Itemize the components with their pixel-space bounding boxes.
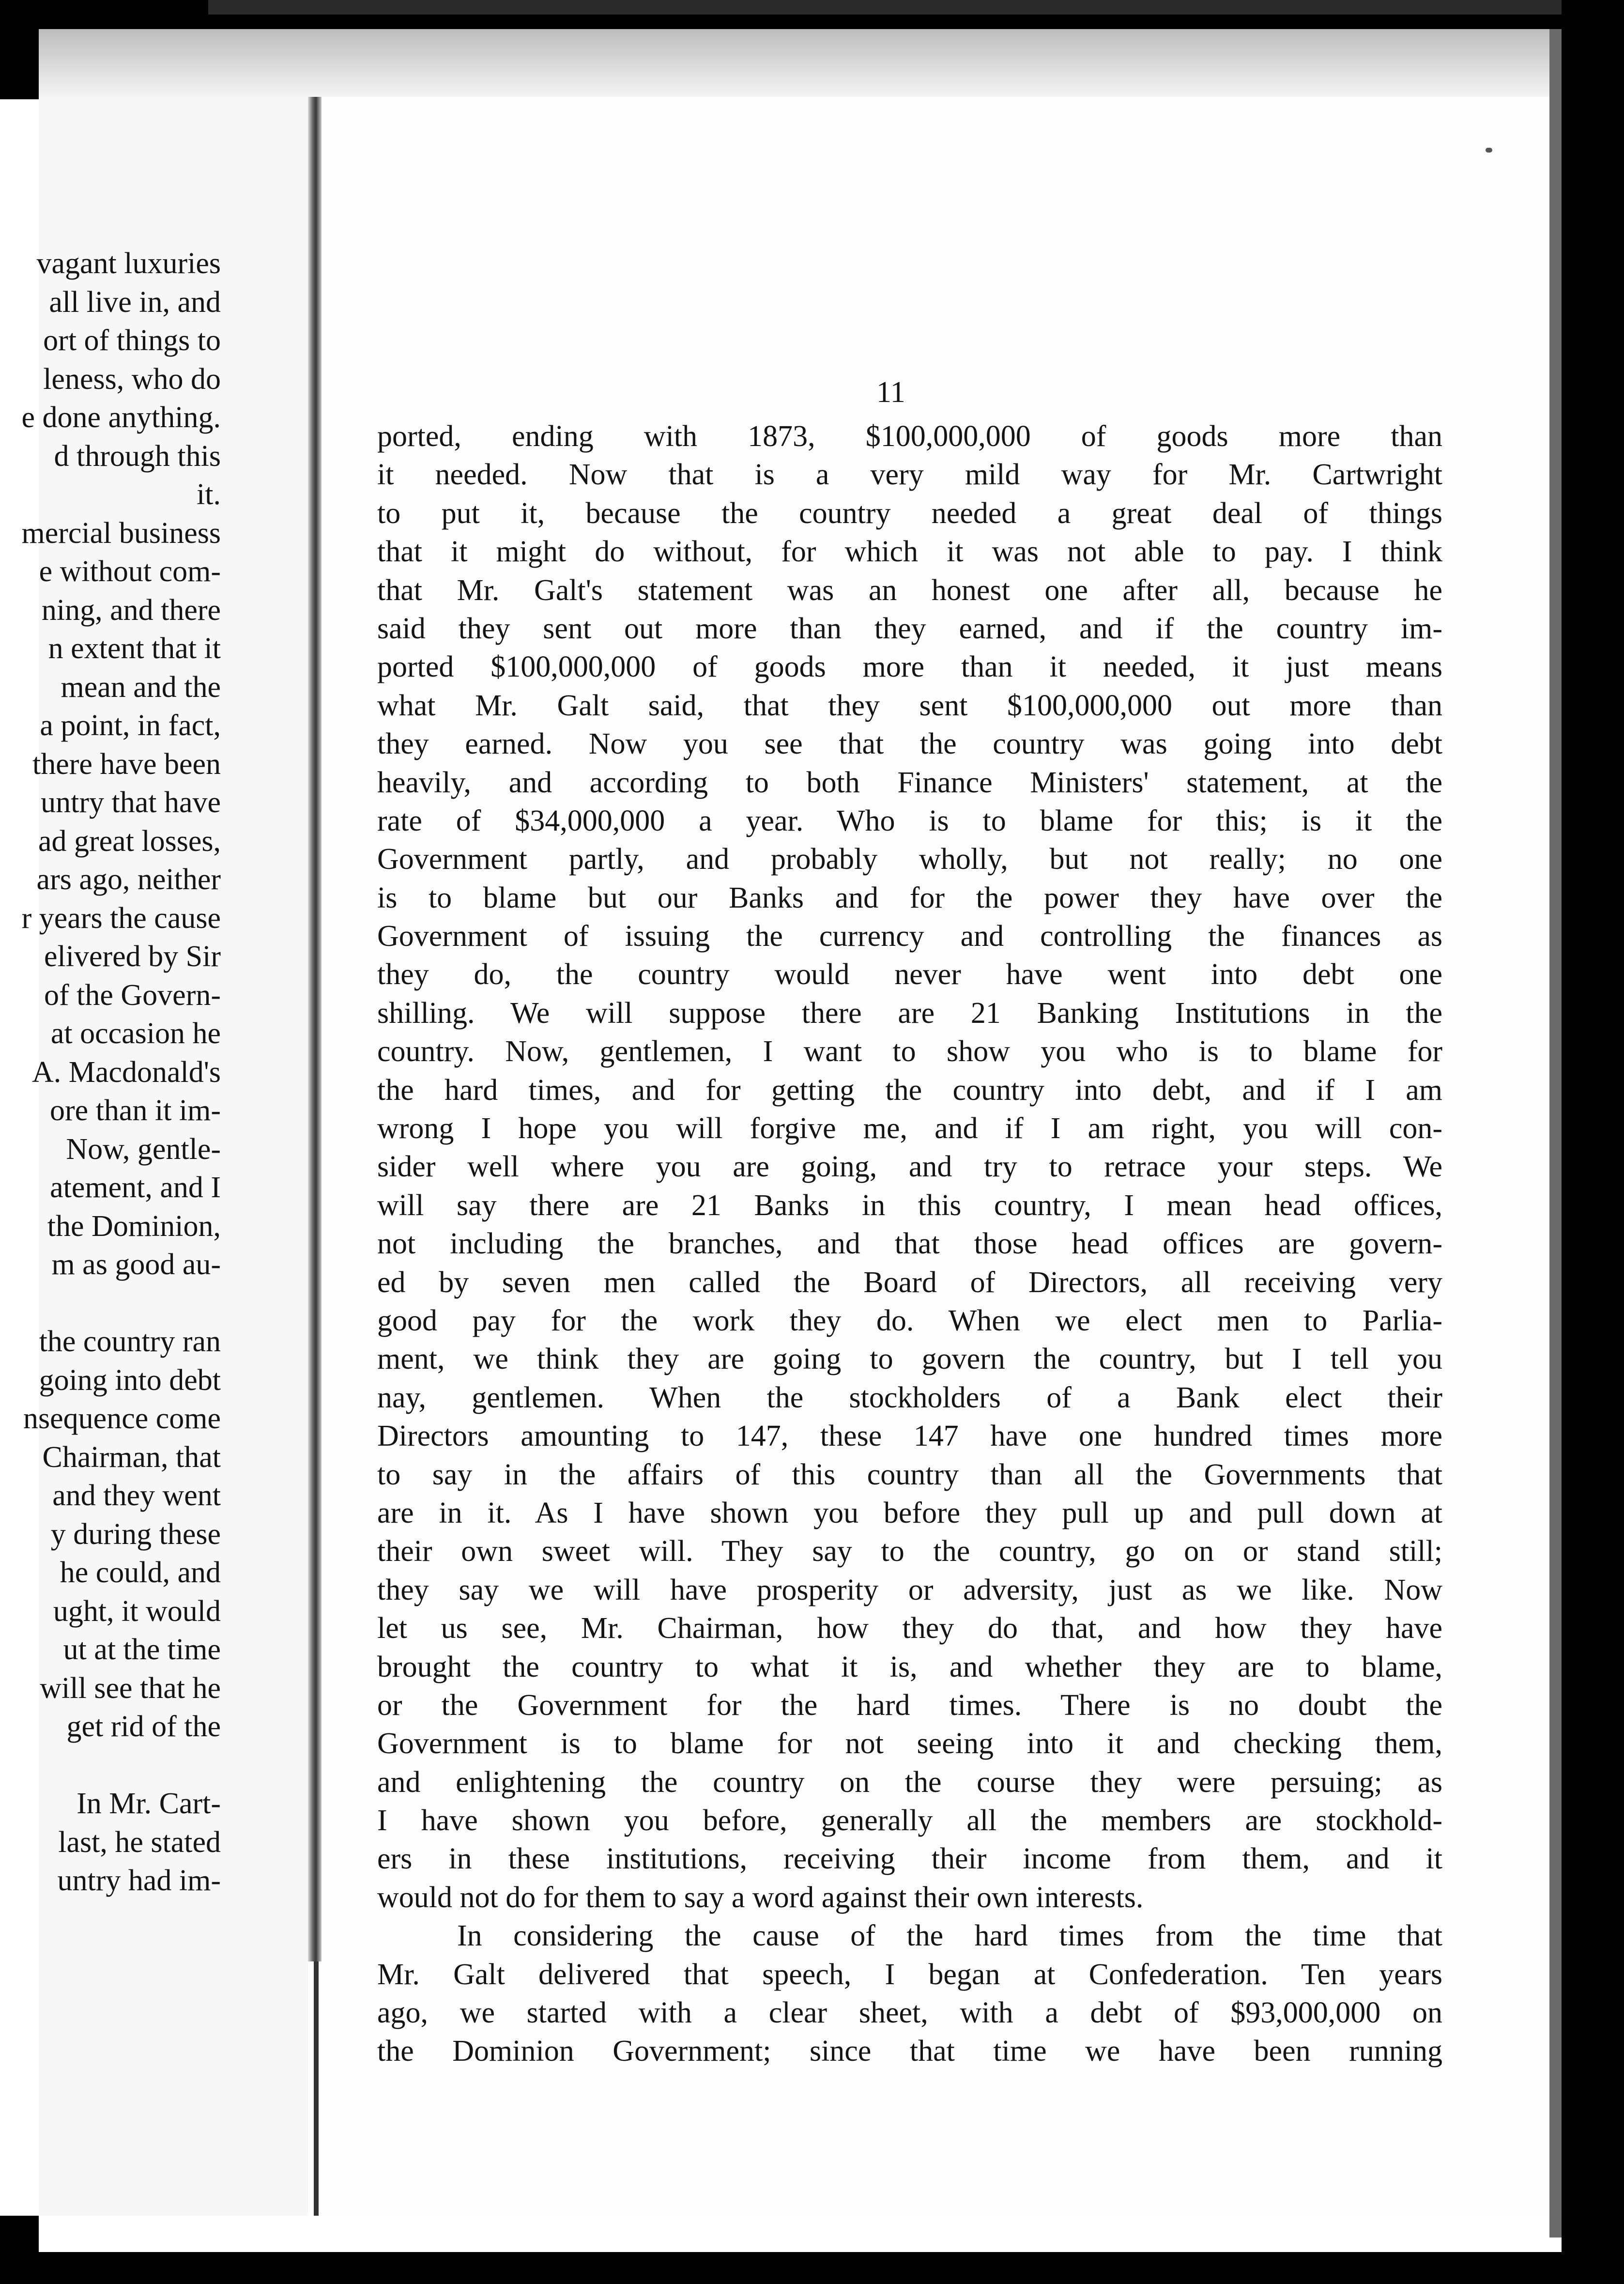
- page-edge-right: [1549, 29, 1562, 2238]
- text-line: ed by seven men called the Board of Directors, all receiving very: [377, 1265, 1442, 1299]
- left-page-line: there have been: [32, 747, 221, 781]
- text-line: sider well where you are going, and try to retrace your steps. We: [377, 1150, 1442, 1184]
- text-line: to say in the affairs of this country than all the Governments that: [377, 1458, 1442, 1491]
- left-page-line: ning, and there: [41, 593, 221, 627]
- left-page-line: at occasion he: [50, 1017, 221, 1050]
- text-line: ers in these institutions, receiving their income from them, and it: [377, 1842, 1442, 1876]
- text-line: shilling. We will suppose there are 21 Banking Institutions in the: [377, 996, 1442, 1030]
- text-line: they do, the country would never have went into debt one: [377, 958, 1442, 991]
- text-line: it needed. Now that is a very mild way for Mr. Cartwright: [377, 458, 1442, 492]
- left-page-line: ars ago, neither: [36, 863, 221, 896]
- text-line: what Mr. Galt said, that they sent $100,000,000 out more than: [377, 689, 1442, 722]
- text-line: their own sweet will. They say to the country, go on or stand still;: [377, 1535, 1442, 1568]
- text-line: not including the branches, and that those head offices are govern-: [377, 1227, 1442, 1261]
- left-page-line: the country ran: [39, 1325, 221, 1358]
- text-line: and enlightening the country on the course they were persuing; as: [377, 1765, 1442, 1799]
- left-page-line: ught, it would: [53, 1594, 221, 1628]
- scan-frame-left-top: [0, 0, 39, 99]
- book-gutter-lower: [314, 1961, 319, 2216]
- left-page-line: y during these: [50, 1517, 221, 1551]
- left-page-line: A. Macdonald's: [32, 1055, 221, 1089]
- paragraph-2: [377, 1917, 1442, 2071]
- left-page-line: n extent that it: [48, 632, 221, 665]
- left-page-line: ore than it im-: [50, 1094, 221, 1127]
- text-line: will say there are 21 Banks in this country, I mean head offices,: [377, 1188, 1442, 1222]
- text-line: brought the country to what it is, and whether they are to blame,: [377, 1650, 1442, 1683]
- text-line: Government is to blame for not seeing into it and checking them,: [377, 1727, 1442, 1760]
- text-line: they say we will have prosperity or adversity, just as we like. Now: [377, 1573, 1442, 1606]
- left-page-line: leness, who do: [43, 362, 221, 396]
- text-line: that it might do without, for which it was not able to pay. I think: [377, 535, 1442, 569]
- text-line: the Dominion Government; since that time we have been running: [377, 2035, 1442, 2068]
- left-page-line: and they went: [52, 1479, 221, 1512]
- scan-frame-right: [1562, 0, 1624, 2284]
- left-page-line: will see that he: [40, 1671, 221, 1705]
- left-page-line: a point, in fact,: [40, 709, 221, 742]
- left-page-line: ort of things to: [43, 324, 221, 357]
- book-gutter: [308, 97, 322, 1961]
- left-page-line: the Dominion,: [47, 1209, 221, 1243]
- left-page-line: [0, 1746, 221, 1785]
- left-page-line: it.: [197, 478, 221, 511]
- text-line: wrong I hope you will forgive me, and if I am right, you will con-: [377, 1112, 1442, 1145]
- text-line: I have shown you before, generally all the members are stockhold-: [377, 1804, 1442, 1837]
- text-line: good pay for the work they do. When we elect men to Parlia-: [377, 1304, 1442, 1337]
- text-line: Government partly, and probably wholly, but not really; no one: [377, 843, 1442, 876]
- left-page-line: untry that have: [41, 786, 221, 819]
- left-page-line: of the Govern-: [44, 978, 221, 1012]
- text-line: nay, gentlemen. When the stockholders of a Bank elect their: [377, 1381, 1442, 1414]
- text-line: to put it, because the country needed a great deal of things: [377, 496, 1442, 530]
- text-line: they earned. Now you see that the country was going into debt: [377, 727, 1442, 761]
- paragraph-1: [377, 417, 1442, 1917]
- text-line: ago, we started with a clear sheet, with a debt of $93,000,000 on: [377, 1996, 1442, 2030]
- left-page-line: [0, 1284, 221, 1323]
- scan-frame-top-inner: [208, 0, 1624, 15]
- text-line: are in it. As I have shown you before they pull up and pull down at: [377, 1496, 1442, 1529]
- left-page-line: he could, and: [60, 1556, 221, 1589]
- text-line: Government of issuing the currency and controlling the finances as: [377, 920, 1442, 953]
- text-line: ported $100,000,000 of goods more than it needed, it just means: [377, 650, 1442, 684]
- text-line: Mr. Galt delivered that speech, I began at Confederation. Ten years: [377, 1958, 1442, 1991]
- text-line: or the Government for the hard times. There is no doubt the: [377, 1688, 1442, 1722]
- left-page-line: r years the cause: [21, 901, 221, 935]
- left-page-text-fragment: [0, 245, 221, 1900]
- left-page-line: mean and the: [61, 670, 221, 704]
- left-page-line: going into debt: [39, 1363, 221, 1397]
- text-line: said they sent out more than they earned, and if the country im-: [377, 612, 1442, 645]
- text-line: Directors amounting to 147, these 147 have one hundred times more: [377, 1420, 1442, 1453]
- text-line: the hard times, and for getting the country into debt, and if I am: [377, 1073, 1442, 1107]
- left-page-line: atement, and I: [50, 1171, 221, 1204]
- left-page-line: In Mr. Cart-: [77, 1787, 221, 1820]
- text-line: ported, ending with 1873, $100,000,000 of goods more than: [377, 420, 1442, 453]
- scan-speck: [1486, 148, 1492, 153]
- left-page-line: nsequence come: [23, 1402, 221, 1435]
- body-text-column: [377, 417, 1442, 2071]
- left-page-line: all live in, and: [49, 285, 221, 319]
- left-page-line: mercial business: [21, 516, 221, 550]
- page-number: 11: [876, 376, 905, 409]
- page-top-shadow: [39, 29, 1549, 97]
- text-line: ment, we think they are going to govern the country, but I tell you: [377, 1343, 1442, 1376]
- text-line: that Mr. Galt's statement was an honest one after all, because he: [377, 573, 1442, 607]
- text-line: rate of $34,000,000 a year. Who is to blame for this; is it the: [377, 804, 1442, 837]
- text-line: would not do for them to say a word against their own interests.: [377, 1881, 1144, 1914]
- left-page-line: untry had im-: [57, 1864, 221, 1897]
- left-page-line: e without com-: [39, 555, 221, 588]
- left-page-line: ad great losses,: [38, 824, 221, 858]
- left-page-line: Now, gentle-: [66, 1132, 221, 1166]
- left-page-line: Chairman, that: [42, 1440, 221, 1474]
- left-page-line: m as good au-: [51, 1248, 221, 1281]
- left-page-line: d through this: [54, 439, 221, 473]
- text-line: In considering the cause of the hard times from the time that: [457, 1919, 1442, 1953]
- left-page-line: last, he stated: [58, 1825, 221, 1859]
- left-page-line: e done anything.: [21, 401, 221, 434]
- text-line: heavily, and according to both Finance Ministers' statement, at the: [377, 766, 1442, 799]
- text-line: is to blame but our Banks and for the power they have over the: [377, 881, 1442, 914]
- left-page-line: get rid of the: [66, 1710, 221, 1743]
- left-page-line: elivered by Sir: [44, 940, 221, 973]
- left-page-line: vagant luxuries: [36, 247, 221, 280]
- scan-frame-bottom: [0, 2252, 1624, 2284]
- text-line: country. Now, gentlemen, I want to show you who is to blame for: [377, 1035, 1442, 1068]
- left-page-line: ut at the time: [63, 1633, 221, 1666]
- text-line: let us see, Mr. Chairman, how they do that, and how they have: [377, 1612, 1442, 1645]
